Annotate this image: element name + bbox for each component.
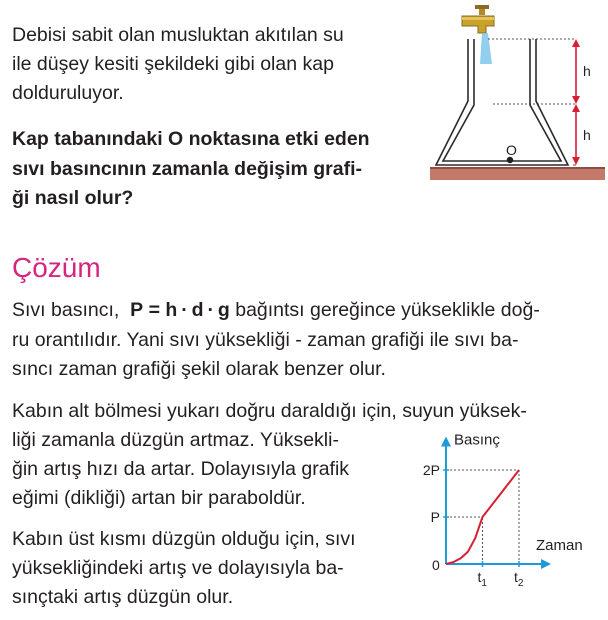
p1-suffix: bağıntsı gereğince yükseklikle doğ-: [235, 299, 540, 321]
x-tick-label: $t_2$: [514, 569, 524, 589]
y-tick-label: 2P: [422, 462, 440, 478]
solution-p1-line-2: ru orantılıdır. Yani sıvı yüksekliği - zaman grafiği ile sıvı ba-: [12, 329, 519, 351]
x-axis-arrow: [541, 559, 551, 569]
solution-p3-line-3: sınçtaki artış düzgün olur.: [12, 586, 234, 608]
solution-p2-line-1: Kabın alt bölmesi yukarı doğru daraldığı için, suyun yüksek-: [12, 400, 527, 422]
solution-heading: Çözüm: [12, 252, 101, 283]
solution-p3-line-1: Kabın üst kısmı düzgün olduğu için, sıvı: [12, 528, 356, 550]
formula: P = h · d · g: [130, 299, 230, 321]
y-tick-label: P: [430, 509, 440, 525]
height-label-top: h: [583, 63, 591, 79]
solution-p1-line-3: sıncı zaman grafiği şekil olarak benzer olur.: [12, 358, 386, 380]
point-o-label: O: [506, 142, 517, 158]
question-line-3: ği nasıl olur?: [12, 187, 134, 209]
question-line-1: Kap tabanındaki O noktasına etki eden: [12, 128, 370, 150]
question-line-2: sıvı basıncının zamanla değişim grafi-: [12, 158, 363, 180]
problem-line-1: Debisi sabit olan musluktan akıtılan su: [12, 24, 344, 46]
origin-label: 0: [432, 557, 440, 573]
solution-p1-line-1: [12, 296, 540, 326]
pressure-time-chart: [412, 432, 600, 592]
problem-line-2: ile düşey kesiti şekildeki gibi olan kap: [12, 53, 334, 75]
y-axis-label: Basınç: [454, 432, 500, 449]
p1-prefix: Sıvı basıncı,: [12, 299, 120, 321]
solution-p2-line-2: liği zamanla düzgün artmaz. Yüksekli-: [12, 429, 339, 451]
solution-p2-line-3: ğin artış hızı da artar. Dolayısıyla grafik: [12, 458, 350, 480]
x-tick-label: $t_1$: [477, 569, 487, 589]
problem-line-3: dolduruluyor.: [12, 82, 124, 104]
container-figure: [430, 2, 605, 180]
x-axis-label: Zaman: [536, 537, 583, 554]
y-axis-arrow: [441, 437, 451, 447]
solution-p2-line-4: eğimi (dikliği) artan bir paraboldür.: [12, 487, 306, 509]
solution-p3-line-2: yüksekliğindeki artış ve dolayısıyla ba-: [12, 557, 344, 579]
pressure-curve: [446, 470, 519, 564]
faucet-icon: [462, 5, 494, 33]
height-label-bottom: h: [583, 127, 591, 143]
